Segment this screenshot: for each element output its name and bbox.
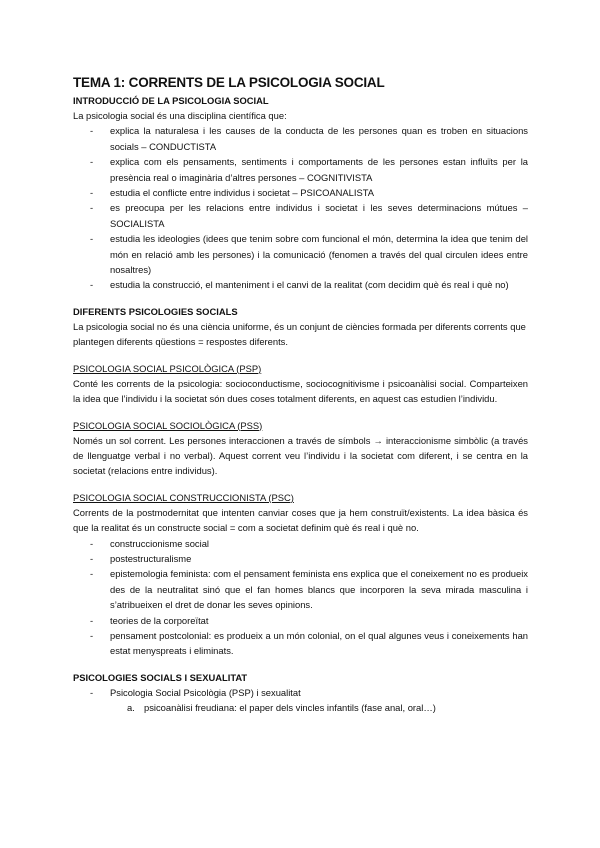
list-item: - pensament postcolonial: es produeix a un món colonial, on el qual algunes veus i coneixements han estat menyspreats i eliminats. (73, 628, 528, 659)
psp-heading: PSICOLOGIA SOCIAL PSICOLÒGICA (PSP) (73, 362, 262, 374)
pss-heading: PSICOLOGIA SOCIAL SOCIOLÒGICA (PSS) (73, 419, 263, 431)
sublist-text: psicoanàlisi freudiana: el paper dels vincles infantils (fase anal, oral…) (144, 702, 436, 714)
intro-lead: La psicologia social és una disciplina científica que: (73, 110, 287, 121)
intro-list (73, 123, 528, 292)
sexualitat-sublist (73, 700, 528, 715)
sexualitat-heading: PSICOLOGIES SOCIALS I SEXUALITAT (73, 671, 248, 683)
list-item: - estudia el conflicte entre individus i societat – PSICOANALISTA (73, 185, 528, 200)
diferents-heading: DIFERENTS PSICOLOGIES SOCIALS (73, 305, 238, 317)
psc-list (73, 536, 528, 659)
list-item: - es preocupa per les relacions entre individus i societat i les seves determinacions mútues – SOCIALISTA (73, 200, 528, 231)
intro-heading: INTRODUCCIÓ DE LA PSICOLOGIA SOCIAL (73, 95, 269, 106)
list-item: - teories de la corporeïtat (73, 613, 528, 628)
list-item: - estudia la construcció, el manteniment i el canvi de la realitat (com decidim què és real i què no) (73, 277, 528, 292)
psc-text: Corrents de la postmodernitat que intenten canviar coses que ja hem construït/existents. La idea bàsica és que la realitat és un constructe social = com a societat definim què és real i què no. (73, 506, 528, 534)
psp-text: Conté les corrents de la psicologia: socioconductisme, sociocognitivisme i psicoanàlisi social. Comparteixen la idea que l’individu i la societat són dues coses totalment diferents, en aquest cas estudien l’individu. (73, 377, 528, 405)
pss-text: Només un sol corrent. Les persones interaccionen a través de símbols → interaccionisme simbòlic (a través de llenguatge verbal i no verbal). Aquest corrent veu l’individu i la societat com diferent, i se centra en la societat (relacions entre individus). (73, 434, 528, 477)
list-item: - Psicologia Social Psicològia (PSP) i sexualitat (73, 685, 528, 700)
sublist-marker: a. (127, 702, 135, 714)
sublist-item (73, 700, 528, 715)
document-title: TEMA 1: CORRENTS DE LA PSICOLOGIA SOCIAL (73, 75, 385, 90)
sexualitat-list (73, 685, 528, 700)
list-item: - postestructuralisme (73, 551, 528, 566)
list-item: - construccionisme social (73, 536, 528, 551)
list-item: - estudia les ideologies (idees que tenim sobre com funcional el món, determina la idea que tenim del món en relació amb les persones) i la comunicació (fenomen a través del qual circulen idees entre nosaltres) (73, 231, 528, 277)
list-item: - epistemologia feminista: com el pensament feminista ens explica que el coneixement no es produeix des de la neutralitat sinó que el fan homes blancs que incorporen la seva mirada masculina i s’atribueixen el dret de donar les seves opinions. (73, 566, 528, 612)
document-page (73, 74, 528, 716)
psc-heading: PSICOLOGIA SOCIAL CONSTRUCCIONISTA (PSC) (73, 491, 294, 503)
diferents-text: La psicologia social no és una ciència uniforme, és un conjunt de ciències formada per diferents corrents que plantegen diferents qüestions = respostes diferents. (73, 320, 526, 348)
list-item: - explica com els pensaments, sentiments i comportaments de les persones estan influïts per la presència real o imaginària d’altres persones – COGNITIVISTA (73, 154, 528, 185)
list-item: - explica la naturalesa i les causes de la conducta de les persones quan es troben en situacions socials – CONDUCTISTA (73, 123, 528, 154)
